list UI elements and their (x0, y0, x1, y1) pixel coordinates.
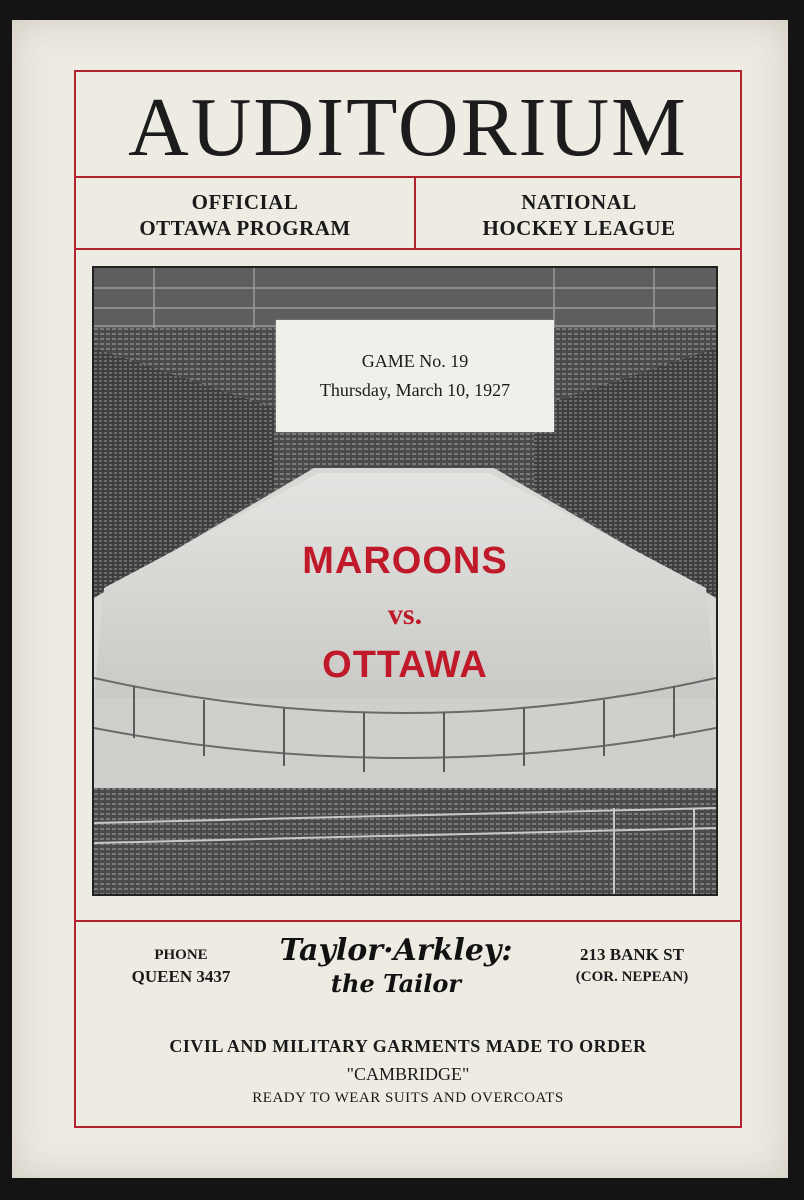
game-date: Thursday, March 10, 1927 (319, 380, 511, 400)
official-label: OFFICIAL (191, 190, 299, 214)
versus-label: vs. (387, 598, 423, 631)
arena-photo (92, 266, 718, 896)
national-label: NATIONAL (521, 190, 637, 214)
divider (76, 248, 740, 250)
program-frame (74, 70, 742, 1128)
tailor-logo-sub: the Tailor (330, 969, 462, 998)
program-page (12, 20, 788, 1178)
home-team: MAROONS (302, 540, 508, 582)
ad-tagline: CIVIL AND MILITARY GARMENTS MADE TO ORDER (169, 1036, 647, 1056)
hockey-league-label: HOCKEY LEAGUE (482, 216, 676, 240)
phone-label: PHONE (154, 947, 208, 963)
address-cross-street: (COR. NEPEAN) (575, 969, 689, 985)
official-program-label (76, 184, 414, 246)
divider (76, 920, 740, 922)
tailor-logo-name: Taylor·Arkley: (279, 933, 513, 968)
ottawa-program-label: OTTAWA PROGRAM (139, 216, 351, 240)
game-number: GAME No. 19 (361, 351, 469, 371)
ad-brand: "CAMBRIDGE" (346, 1064, 470, 1084)
phone-info (106, 944, 256, 988)
phone-number: QUEEN 3437 (131, 967, 231, 986)
league-label (416, 184, 742, 246)
game-info-label (276, 320, 554, 432)
divider (76, 176, 740, 178)
address-street: 213 BANK ST (580, 945, 684, 964)
address-info (542, 944, 722, 988)
away-team: OTTAWA (322, 644, 488, 686)
program-title: AUDITORIUM (128, 81, 688, 174)
ad-ready-to-wear: READY TO WEAR SUITS AND OVERCOATS (252, 1090, 564, 1106)
